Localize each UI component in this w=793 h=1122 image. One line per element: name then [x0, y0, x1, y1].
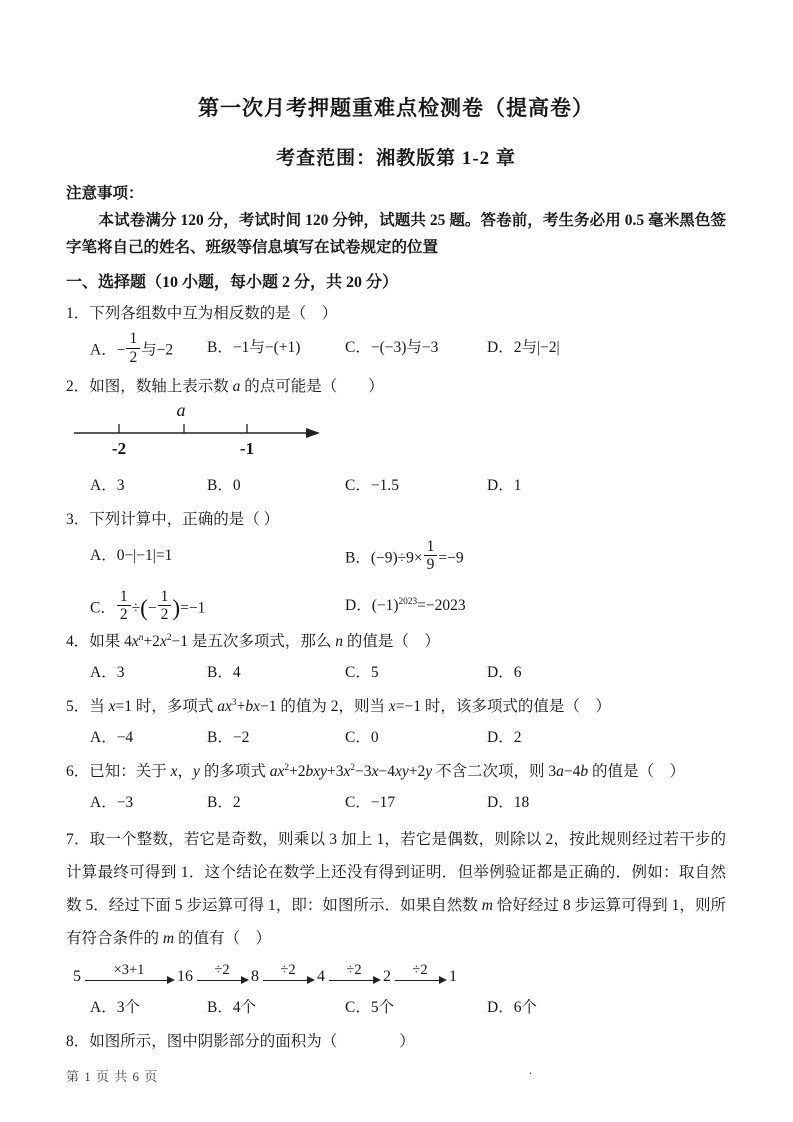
flow-node: 4	[317, 968, 325, 986]
flow-arrow-icon	[197, 963, 247, 989]
flow-op-label: ÷2	[346, 961, 362, 978]
flow-node: 2	[383, 968, 391, 986]
page-number: 第 1 页 共 6 页	[66, 1069, 159, 1084]
numberline-figure	[72, 401, 726, 466]
question-5-option-c: C．0	[345, 729, 379, 747]
question-2-option-d: D．1	[487, 477, 522, 495]
flow-arrow-icon	[395, 963, 445, 989]
flow-arrow-icon	[263, 963, 313, 989]
question-7-options	[66, 997, 726, 1019]
numberline-axis-icon	[72, 401, 322, 459]
collatz-flow-figure	[70, 963, 726, 989]
question-4-option-c: C．5	[345, 664, 379, 682]
question-4-option-d: D．6	[487, 664, 522, 682]
question-2-option-b: B．0	[207, 477, 241, 495]
flow-arrow-icon	[85, 963, 173, 989]
flow-op-label: ÷2	[214, 961, 230, 978]
question-1-stem: 1．下列各组数中互为相反数的是（ ）	[66, 304, 338, 322]
question-4-option-b: B．4	[207, 664, 241, 682]
question-4-stem: 4．如果 $4x^n+2x^2-1$ 是五次多项式，那么 n 的值是（ ）	[66, 632, 440, 650]
question-1-option-a: A．− $\frac{1}{2}$ 与−2	[90, 330, 174, 366]
question-4-options	[66, 662, 726, 684]
question-5-options	[66, 727, 726, 749]
exam-subtitle: 考查范围：湘教版第 1-2 章	[276, 148, 516, 170]
question-3-options	[66, 539, 726, 623]
question-4-option-a: A．3	[90, 664, 125, 682]
question-8-stem: 8．如图所示，图中阴影部分的面积为（ ）	[66, 1032, 415, 1050]
axis-arrowhead-icon	[306, 428, 320, 438]
question-6-option-a: A．−3	[90, 794, 134, 812]
question-5-option-a: A．−4	[90, 729, 134, 747]
question-1-option-b: B．−1与−(+1)	[207, 338, 301, 356]
question-6-option-c: C．−17	[345, 794, 396, 812]
question-7-stem: 7．取一个整数，若它是奇数，则乘以 3 加上 1，若它是偶数，则除以 2，按此规则经过若干步的计算最终可得到 1．这个结论在数学上还没有得到证明．但举例验证都是正确的．例如：取自然数 5．经过下面 5 步运算可得 1，即：如图所示．如果自然数 m 恰好经过 8 步运算可得到 1，则所有符合条件的 m 的值有（ ）	[66, 830, 726, 947]
question-5-option-b: B．−2	[207, 729, 250, 747]
question-2-options	[66, 475, 726, 497]
question-2-option-a: A．3	[90, 477, 125, 495]
question-7-option-d: D．6个	[487, 999, 537, 1017]
section-title-multiple-choice: 一、选择题（10 小题，每小题 2 分，共 20 分）	[66, 274, 399, 292]
question-3-option-c: C． $\frac{1}{2}$ ÷(− $\frac{1}{2}$ )=−1	[90, 587, 206, 624]
question-5-option-d: D．2	[487, 729, 522, 747]
flow-node: 5	[73, 968, 81, 986]
question-3-stem: 3．下列计算中，正确的是（ ）	[66, 510, 280, 528]
question-2-option-c: C．−1.5	[345, 477, 399, 495]
question-1-options	[66, 331, 726, 365]
numberline-tick-right-label: -1	[239, 438, 255, 458]
flow-node: 16	[177, 968, 193, 986]
numberline-tick-left-label: -2	[111, 438, 127, 458]
question-3-option-d: D．$(-1)^{2023}=-2023$	[345, 596, 466, 614]
question-5-stem: 5．当 x=1 时，多项式 $ax^3+bx-1$ 的值为 2，则当 x=−1 时，该多项式的值是（ ）	[66, 697, 611, 715]
flow-op-label: ×3+1	[113, 961, 145, 978]
question-6-options	[66, 792, 726, 814]
flow-node: 8	[251, 968, 259, 986]
question-6-option-b: B．2	[207, 794, 241, 812]
flow-op-label: ÷2	[280, 961, 296, 978]
question-7-option-a: A．3个	[90, 999, 140, 1017]
question-3-option-a: A．0−|−1|=1	[90, 546, 173, 564]
question-1-option-c: C．−(−3)与−3	[345, 338, 439, 356]
question-1-option-d: D．2与|−2|	[487, 338, 560, 356]
notice-label: 注意事项：	[66, 184, 144, 202]
numberline-point-label: a	[176, 400, 186, 420]
question-2-stem: 2．如图，数轴上表示数 a 的点可能是（ ）	[66, 378, 384, 396]
question-6-option-d: D．18	[487, 794, 530, 812]
exam-title: 第一次月考押题重难点检测卷（提高卷）	[198, 96, 594, 120]
question-6-stem: 6．已知：关于 x，y 的多项式 $ax^2+2bxy+3x^2-3x-4xy+2y$ 不含二次项，则 3a−4b 的值是（ ）	[66, 762, 686, 780]
question-3-option-b: B．(−9)÷9× $\frac{1}{9}$ =−9	[345, 537, 464, 574]
flow-arrow-icon	[329, 963, 379, 989]
question-7-option-c: C．5个	[345, 999, 395, 1017]
flow-node: 1	[449, 968, 457, 986]
question-7-option-b: B．4个	[207, 999, 257, 1017]
stray-dot: .	[529, 1062, 533, 1077]
flow-op-label: ÷2	[412, 961, 428, 978]
notice-body: 本试卷满分 120 分，考试时间 120 分钟，试题共 25 题。答卷前，考生务必用 0.5 毫米黑色签字笔将自己的姓名、班级等信息填写在试卷规定的位置	[66, 212, 726, 257]
